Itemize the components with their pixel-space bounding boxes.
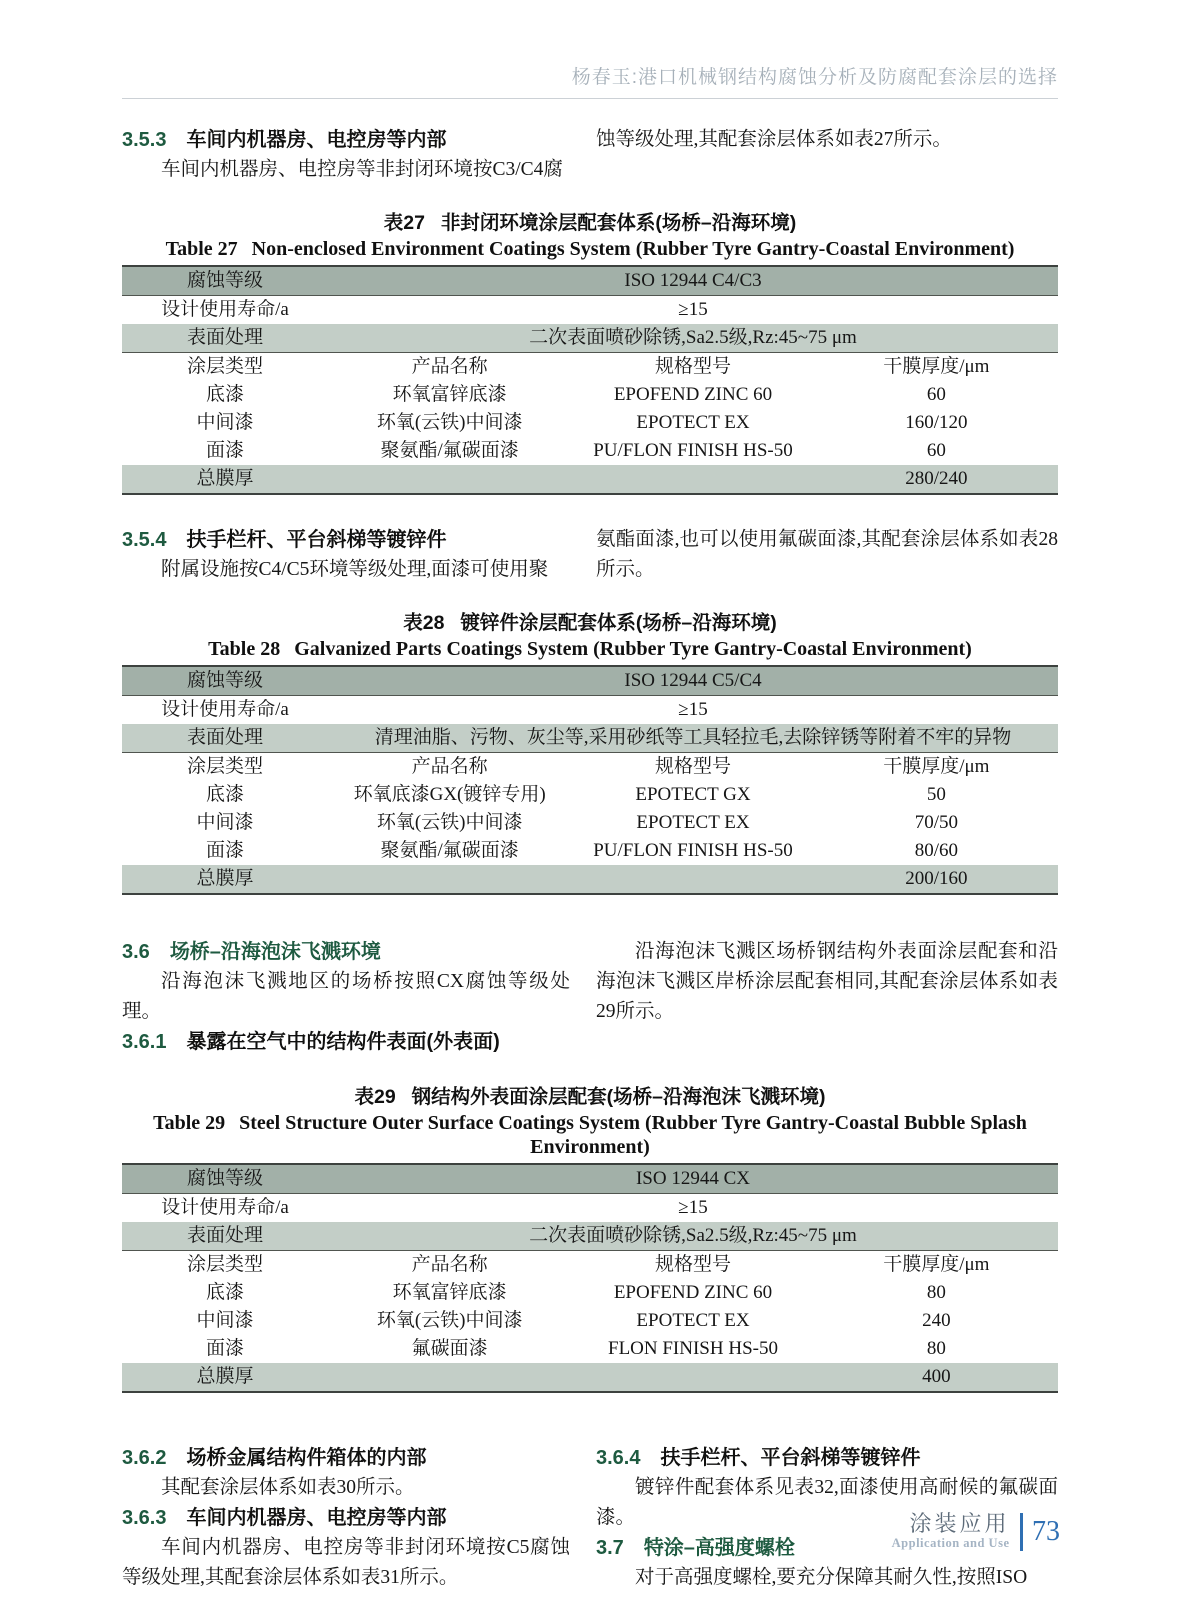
cell-spec: PU/FLON FINISH HS-50 xyxy=(593,440,793,461)
table-row xyxy=(122,666,1058,696)
table-number-en: Table 29 xyxy=(153,1112,226,1134)
table-header-row xyxy=(122,1251,1058,1280)
cell-dft: 50 xyxy=(926,784,946,805)
column-header: 涂层类型 xyxy=(186,356,263,377)
section-heading-364 xyxy=(596,1443,1058,1473)
left-column xyxy=(122,1443,570,1593)
cell-spec: EPOTECT EX xyxy=(636,412,750,433)
cell-surface-label: 表面处理 xyxy=(122,724,328,753)
section-36-block xyxy=(122,937,1058,1057)
section-number: 3.7 xyxy=(596,1537,624,1559)
cell-dft: 60 xyxy=(926,384,946,405)
table-title-en: Steel Structure Outer Surface Coatings System (Rubber Tyre Gantry-Coastal Bubble Splash Environment) xyxy=(239,1112,1027,1158)
cell-product: 环氧(云铁)中间漆 xyxy=(376,1310,523,1331)
left-column xyxy=(122,525,570,585)
cell-corrosion-value: ISO 12944 C5/C4 xyxy=(328,666,1058,696)
section-title: 特涂–高强度螺栓 xyxy=(643,1537,795,1559)
table-row xyxy=(122,437,1058,465)
table-row xyxy=(122,324,1058,353)
cell-corrosion-value: ISO 12944 CX xyxy=(328,1164,1058,1194)
section-heading-354 xyxy=(122,525,570,555)
cell-product: 环氧(云铁)中间漆 xyxy=(376,812,523,833)
column-header: 产品名称 xyxy=(411,1254,488,1275)
section-title: 暴露在空气中的结构件表面(外表面) xyxy=(186,1031,500,1053)
left-column xyxy=(122,125,570,185)
column-header: 涂层类型 xyxy=(186,1254,263,1275)
cell-total-value: 200/160 xyxy=(815,865,1058,894)
section-title: 车间内机器房、电控房等内部 xyxy=(186,1507,447,1529)
table-row xyxy=(122,1164,1058,1194)
paragraph: 镀锌件配套体系见表32,面漆使用高耐候的氟碳面漆。 xyxy=(596,1477,1058,1528)
section-heading-362 xyxy=(122,1443,570,1473)
section-number: 3.6.3 xyxy=(122,1507,167,1529)
cell-dft: 240 xyxy=(922,1310,951,1331)
column-header: 干膜厚度/μm xyxy=(883,356,990,377)
cell-product: 环氧富锌底漆 xyxy=(392,1282,507,1303)
cell-dft: 80 xyxy=(926,1338,946,1359)
cell-surface-label: 表面处理 xyxy=(122,1222,328,1251)
table-number-cn: 表28 xyxy=(403,612,445,634)
table-title-en: Galvanized Parts Coatings System (Rubber Tyre Gantry-Coastal Environment) xyxy=(294,638,972,660)
table-number-en: Table 28 xyxy=(208,638,281,660)
coatings-table-29 xyxy=(122,1163,1058,1393)
table-row xyxy=(122,724,1058,753)
cell-surface-value: 清理油脂、污物、灰尘等,采用砂纸等工具轻拉毛,去除锌锈等附着不牢的异物 xyxy=(328,724,1058,753)
left-column xyxy=(122,937,570,1057)
section-heading-363 xyxy=(122,1503,570,1533)
table-total-row xyxy=(122,465,1058,494)
cell-dft: 60 xyxy=(926,440,946,461)
cell-empty xyxy=(328,1363,571,1392)
table-row xyxy=(122,409,1058,437)
cell-life-label: 设计使用寿命/a xyxy=(161,699,289,720)
paragraph: 车间内机器房、电控房等非封闭环境按C3/C4腐 xyxy=(161,159,563,180)
section-353-block xyxy=(122,125,1058,185)
table-28-caption-cn xyxy=(122,611,1058,635)
cell-life-value: ≥15 xyxy=(678,299,708,320)
footer-section-labels xyxy=(892,1512,1010,1551)
section-number: 3.6.4 xyxy=(596,1447,641,1469)
table-number-cn: 表29 xyxy=(354,1086,396,1108)
table-29-caption-en xyxy=(122,1111,1058,1159)
section-title: 扶手栏杆、平台斜梯等镀锌件 xyxy=(660,1447,921,1469)
paragraph: 车间内机器房、电控房等非封闭环境按C5腐蚀等级处理,其配套涂层体系如表31所示。 xyxy=(122,1537,570,1588)
section-354-block xyxy=(122,525,1058,585)
cell-total-value: 280/240 xyxy=(815,465,1058,494)
cell-dft: 160/120 xyxy=(905,412,968,433)
section-heading-36 xyxy=(122,937,570,967)
table-row xyxy=(122,837,1058,865)
cell-empty xyxy=(571,465,814,494)
section-number: 3.6.2 xyxy=(122,1447,167,1469)
paragraph: 氨酯面漆,也可以使用氟碳面漆,其配套涂层体系如表28所示。 xyxy=(596,529,1058,580)
cell-spec: EPOFEND ZINC 60 xyxy=(613,384,773,405)
table-row xyxy=(122,381,1058,409)
section-number: 3.5.3 xyxy=(122,129,167,151)
cell-coat-type: 中间漆 xyxy=(196,412,254,433)
table-row xyxy=(122,1194,1058,1223)
table-27-caption-cn xyxy=(122,211,1058,235)
cell-dft: 80/60 xyxy=(914,840,958,861)
paragraph: 其配套涂层体系如表30所示。 xyxy=(161,1477,415,1498)
cell-coat-type: 中间漆 xyxy=(196,812,254,833)
cell-coat-type: 中间漆 xyxy=(196,1310,254,1331)
cell-corrosion-label: 腐蚀等级 xyxy=(122,266,328,296)
cell-spec: PU/FLON FINISH HS-50 xyxy=(593,840,793,861)
cell-spec: EPOTECT EX xyxy=(636,812,750,833)
table-row xyxy=(122,696,1058,725)
column-header: 涂层类型 xyxy=(186,756,263,777)
cell-product: 环氧富锌底漆 xyxy=(392,384,507,405)
cell-life-label: 设计使用寿命/a xyxy=(161,299,289,320)
cell-product: 环氧(云铁)中间漆 xyxy=(376,412,523,433)
paragraph: 沿海泡沫飞溅地区的场桥按照CX腐蚀等级处理。 xyxy=(122,971,570,1022)
cell-coat-type: 底漆 xyxy=(205,1282,244,1303)
cell-coat-type: 面漆 xyxy=(205,840,244,861)
table-row xyxy=(122,266,1058,296)
column-header: 干膜厚度/μm xyxy=(883,756,990,777)
table-29-caption-cn xyxy=(122,1085,1058,1109)
cell-surface-label: 表面处理 xyxy=(122,324,328,353)
table-title-cn: 非封闭环境涂层配套体系(场桥–沿海环境) xyxy=(440,212,797,234)
coatings-table-27 xyxy=(122,265,1058,495)
paragraph: 附属设施按C4/C5环境等级处理,面漆可使用聚 xyxy=(161,559,549,580)
section-title: 车间内机器房、电控房等内部 xyxy=(186,129,447,151)
cell-coat-type: 面漆 xyxy=(205,1338,244,1359)
cell-empty xyxy=(328,465,571,494)
table-header-row xyxy=(122,353,1058,382)
section-title: 场桥–沿海泡沫飞溅环境 xyxy=(169,941,381,963)
cell-empty xyxy=(571,1363,814,1392)
cell-corrosion-label: 腐蚀等级 xyxy=(122,666,328,696)
cell-total-value: 400 xyxy=(815,1363,1058,1392)
cell-spec: EPOTECT EX xyxy=(636,1310,750,1331)
cell-product: 聚氨酯/氟碳面漆 xyxy=(380,840,519,861)
cell-spec: EPOFEND ZINC 60 xyxy=(613,1282,773,1303)
cell-life-label: 设计使用寿命/a xyxy=(161,1197,289,1218)
footer-section-cn: 涂装应用 xyxy=(909,1511,1010,1536)
table-row xyxy=(122,809,1058,837)
page-footer xyxy=(892,1512,1060,1551)
table-title-cn: 钢结构外表面涂层配套(场桥–沿海泡沫飞溅环境) xyxy=(411,1086,826,1108)
section-heading-361 xyxy=(122,1027,570,1057)
coatings-table-28 xyxy=(122,665,1058,895)
table-title-en: Non-enclosed Environment Coatings System (Rubber Tyre Gantry-Coastal Environment) xyxy=(251,238,1015,260)
table-row xyxy=(122,1335,1058,1363)
cell-corrosion-label: 腐蚀等级 xyxy=(122,1164,328,1194)
cell-life-value: ≥15 xyxy=(678,699,708,720)
cell-product: 环氧底漆GX(镀锌专用) xyxy=(353,784,546,805)
table-row xyxy=(122,1307,1058,1335)
paragraph: 对于高强度螺栓,要充分保障其耐久性,按照ISO xyxy=(635,1567,1028,1588)
running-title: 杨春玉:港口机械钢结构腐蚀分析及防腐配套涂层的选择 xyxy=(571,67,1058,88)
column-header: 规格型号 xyxy=(654,356,731,377)
table-row xyxy=(122,1279,1058,1307)
cell-coat-type: 底漆 xyxy=(205,384,244,405)
table-number-cn: 表27 xyxy=(383,212,425,234)
running-head xyxy=(122,0,1058,99)
cell-dft: 80 xyxy=(926,1282,946,1303)
cell-total-label: 总膜厚 xyxy=(122,1363,328,1392)
right-column xyxy=(596,525,1058,585)
section-number: 3.5.4 xyxy=(122,529,167,551)
section-title: 场桥金属结构件箱体的内部 xyxy=(186,1447,427,1469)
page-number: 73 xyxy=(1032,1515,1060,1547)
footer-section-en: Application and Use xyxy=(891,1536,1010,1550)
cell-surface-value: 二次表面喷砂除锈,Sa2.5级,Rz:45~75 μm xyxy=(328,324,1058,353)
column-header: 规格型号 xyxy=(654,756,731,777)
cell-product: 氟碳面漆 xyxy=(411,1338,488,1359)
column-header: 干膜厚度/μm xyxy=(883,1254,990,1275)
section-number: 3.6.1 xyxy=(122,1031,167,1053)
cell-total-label: 总膜厚 xyxy=(122,465,328,494)
table-28-caption-en xyxy=(122,637,1058,661)
right-column xyxy=(596,125,1058,185)
cell-coat-type: 面漆 xyxy=(205,440,244,461)
cell-product: 聚氨酯/氟碳面漆 xyxy=(380,440,519,461)
right-column xyxy=(596,937,1058,1057)
cell-spec: FLON FINISH HS-50 xyxy=(608,1338,778,1359)
cell-corrosion-value: ISO 12944 C4/C3 xyxy=(328,266,1058,296)
section-title: 扶手栏杆、平台斜梯等镀锌件 xyxy=(186,529,447,551)
table-row xyxy=(122,781,1058,809)
table-row xyxy=(122,1222,1058,1251)
cell-surface-value: 二次表面喷砂除锈,Sa2.5级,Rz:45~75 μm xyxy=(328,1222,1058,1251)
column-header: 产品名称 xyxy=(411,356,488,377)
footer-divider-bar xyxy=(1020,1513,1024,1551)
column-header: 产品名称 xyxy=(411,756,488,777)
cell-empty xyxy=(328,865,571,894)
section-number: 3.6 xyxy=(122,941,150,963)
table-number-en: Table 27 xyxy=(165,238,238,260)
section-heading-353 xyxy=(122,125,570,155)
table-total-row xyxy=(122,1363,1058,1392)
paragraph: 蚀等级处理,其配套涂层体系如表27所示。 xyxy=(596,129,952,150)
table-title-cn: 镀锌件涂层配套体系(场桥–沿海环境) xyxy=(460,612,777,634)
cell-empty xyxy=(571,865,814,894)
cell-coat-type: 底漆 xyxy=(205,784,244,805)
cell-total-label: 总膜厚 xyxy=(122,865,328,894)
table-27-caption-en xyxy=(122,237,1058,261)
column-header: 规格型号 xyxy=(654,1254,731,1275)
table-row xyxy=(122,296,1058,325)
cell-life-value: ≥15 xyxy=(678,1197,708,1218)
cell-dft: 70/50 xyxy=(914,812,958,833)
paragraph: 沿海泡沫飞溅区场桥钢结构外表面涂层配套和沿海泡沫飞溅区岸桥涂层配套相同,其配套涂层体系如表29所示。 xyxy=(596,941,1058,1022)
table-total-row xyxy=(122,865,1058,894)
cell-spec: EPOTECT GX xyxy=(635,784,751,805)
table-header-row xyxy=(122,753,1058,782)
